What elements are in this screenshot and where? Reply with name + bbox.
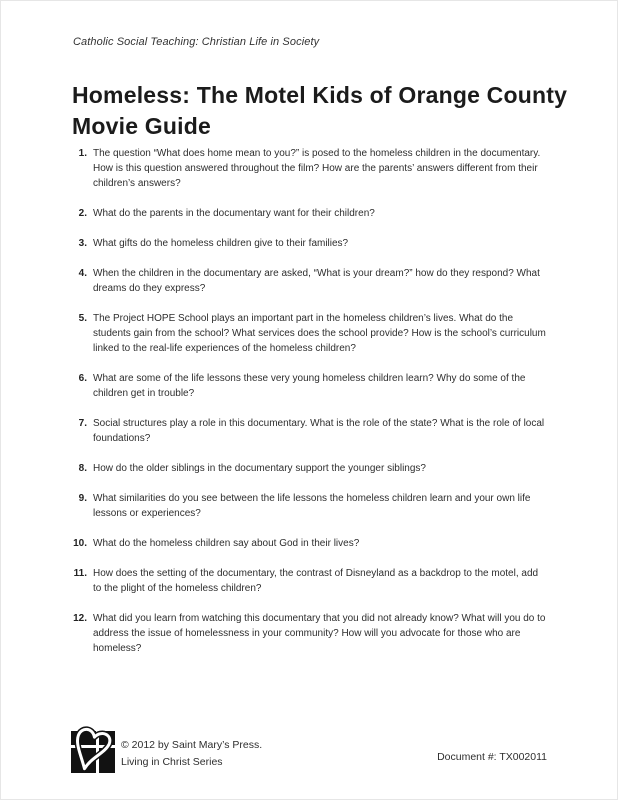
question-item: [72, 416, 548, 446]
question-text: What do the parents in the documentary want for their children?: [93, 208, 375, 219]
question-text: What similarities do you see between the life lessons the homeless children learn and your own life lessons or experiences?: [93, 493, 531, 519]
question-list: [72, 146, 548, 671]
question-text: How do the older siblings in the documentary support the younger siblings?: [93, 463, 426, 474]
question-item: [72, 566, 548, 596]
question-item: [72, 266, 548, 296]
page-title: Homeless: The Motel Kids of Orange County Movie Guide: [72, 82, 568, 139]
question-item: [72, 536, 548, 551]
question-number: 5.: [78, 313, 87, 324]
copyright-line: © 2012 by Saint Mary’s Press.: [121, 739, 263, 751]
question-number: 8.: [78, 463, 87, 474]
series-line: Living in Christ Series: [121, 755, 223, 768]
question-item: [72, 146, 548, 191]
question-number: 12.: [73, 613, 87, 624]
question-number: 4.: [78, 268, 87, 279]
footer-publisher-block: [121, 737, 262, 770]
question-text: How does the setting of the documentary, the contrast of Disneyland as a backdrop to the motel, add to the plight of the homeless children?: [93, 568, 539, 594]
question-text: What did you learn from watching this documentary that you did not already know? What will you do to address the issue of homelessness in your community? How will you advocate for those who are homeless?: [93, 613, 546, 654]
question-item: [72, 311, 548, 356]
question-text: What do the homeless children say about God in their lives?: [93, 538, 360, 549]
question-number: 2.: [78, 208, 87, 219]
question-number: 1.: [78, 148, 87, 159]
question-item: [72, 491, 548, 521]
question-number: 10.: [73, 538, 87, 549]
question-item: [72, 236, 548, 251]
question-text: When the children in the documentary are asked, “What is your dream?” how do they respond? What dreams do they express?: [93, 268, 540, 294]
question-item: [72, 371, 548, 401]
question-text: What gifts do the homeless children give to their families?: [93, 238, 349, 249]
question-text: Social structures play a role in this documentary. What is the role of the state? What is the role of local foundations?: [93, 418, 545, 444]
question-number: 6.: [78, 373, 87, 384]
question-item: [72, 461, 548, 476]
question-text: The question “What does home mean to you?” is posed to the homeless children in the documentary. How is this question answered throughout the film? How are the parents’ answers different from their children’s answers?: [93, 148, 541, 189]
question-number: 7.: [78, 418, 87, 429]
course-header: Catholic Social Teaching: Christian Life in Society: [73, 36, 320, 48]
question-text: What are some of the life lessons these very young homeless children learn? Why do some of the children get in trouble?: [93, 373, 526, 399]
question-text: The Project HOPE School plays an important part in the homeless children’s lives. What do the students gain from the school? What services does the school provide? How is the school’s curriculum linked to the real-life experiences of the homeless children?: [93, 313, 546, 354]
question-number: 9.: [78, 493, 87, 504]
question-item: [72, 206, 548, 221]
document-number: Document #: TX002011: [437, 751, 547, 763]
saint-marys-press-heart-cross-logo-icon: [70, 724, 116, 778]
question-number: 11.: [73, 568, 87, 579]
question-number: 3.: [78, 238, 87, 249]
question-item: [72, 611, 548, 656]
